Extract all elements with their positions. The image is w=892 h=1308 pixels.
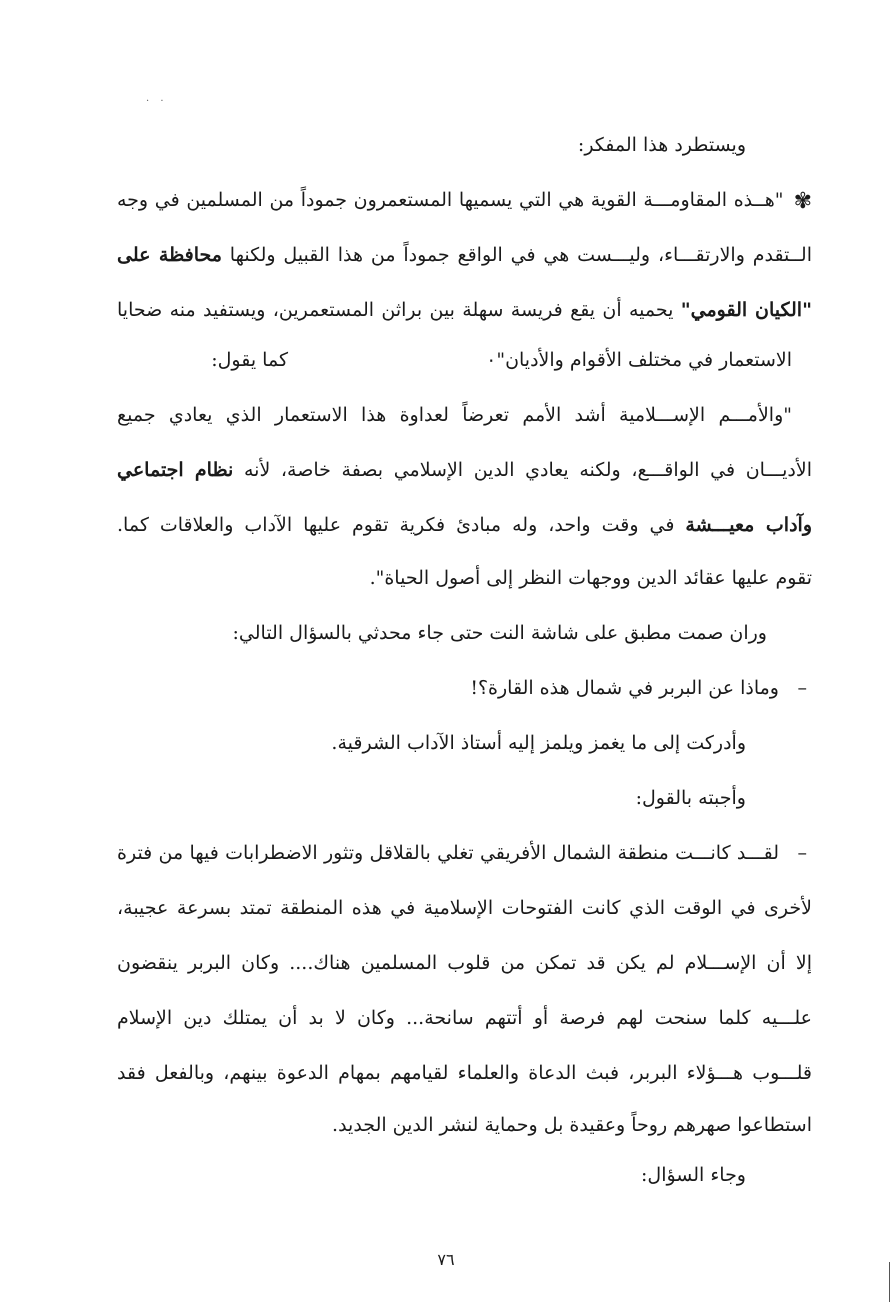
dash-marker: – bbox=[797, 842, 807, 864]
quote2-line-1: "والأمـــم الإســـلامية أشد الأمم تعرضاً لعداوة هذا الاستعمار الذي يعادي جميع bbox=[117, 404, 792, 426]
quote2-bold-2b: نظام اجتماعي bbox=[117, 459, 234, 481]
page-number: ٧٦ bbox=[437, 1250, 455, 1269]
answer-line-4: علـــيه كلما سنحت لهم فرصة أو أتتهم سانحة... وكان لا بد أن يمتلك دين الإسلام bbox=[117, 1007, 812, 1029]
answer-line-5: قلـــوب هـــؤلاء البربر، فبث الدعاة والعلماء لقيامهم بمهام الدعوة بينهم، وبالفعل فقد bbox=[117, 1062, 812, 1084]
quote1-text-3b: يحميه أن يقع فريسة سهلة بين براثن المستعمرين، ويستفيد منه ضحايا bbox=[117, 299, 681, 321]
question-came-line: وجاء السؤال: bbox=[640, 1164, 746, 1186]
quote2-bold-3a: وآداب معيـــشة bbox=[685, 514, 812, 536]
scan-edge-mark bbox=[889, 1262, 890, 1302]
answer-text-1: لقـــد كانـــت منطقة الشمال الأفريقي تغلي بالقلاقل وتثور الاضطرابات فيها من فترة bbox=[117, 842, 779, 864]
question1-text: وماذا عن البربر في شمال هذه القارة؟! bbox=[470, 677, 779, 699]
quote1-line-3 bbox=[117, 295, 812, 325]
quote1-text-1: "هــذه المقاومـــة القوية هي التي يسميها المستعمرون جموداً من المسلمين في وجه bbox=[117, 189, 784, 211]
quote1-text-2a: الــتقدم والارتقـــاء، وليـــست هي في الواقع جموداً من هذا القبيل ولكنها bbox=[221, 244, 812, 266]
quote1-line-1 bbox=[117, 185, 812, 217]
quote1-line-2 bbox=[117, 240, 812, 270]
quote1-bold-3a: "الكيان القومي" bbox=[680, 299, 812, 321]
answered-line: وأجبته بالقول: bbox=[635, 787, 746, 809]
flower-bullet-icon: ✾ bbox=[793, 189, 812, 214]
quote2-text-3b: في وقت واحد، وله مبادئ فكرية تقوم عليها الآداب والعلاقات كما. bbox=[117, 514, 686, 536]
quote1-line-4: الاستعمار في مختلف الأقوام والأديان"٠ bbox=[486, 349, 792, 371]
question1-line bbox=[470, 673, 807, 703]
answer-line-3: إلا أن الإســـلام لم يكن قد تمكن من قلوب المسلمين هناك.... وكان البربر ينقضون bbox=[117, 952, 812, 974]
answer-line-1 bbox=[117, 838, 807, 868]
quote2-line-2 bbox=[117, 455, 812, 485]
quote1-line-4b: كما يقول: bbox=[211, 349, 288, 371]
scan-specks: · · bbox=[146, 96, 168, 107]
intro-line: ويستطرد هذا المفكر: bbox=[577, 134, 746, 156]
answer-line-6: استطاعوا صهرهم روحاً وعقيدة بل وحماية لنشر الدين الجديد. bbox=[332, 1114, 812, 1136]
answer-line-2: لأخرى في الوقت الذي كانت الفتوحات الإسلامية في هذه المنطقة تمتد بسرعة عجيبة، bbox=[117, 897, 812, 919]
quote2-line-4: تقوم عليها عقائد الدين ووجهات النظر إلى أصول الحياة". bbox=[369, 567, 812, 589]
quote1-bold-2b: محافظة على bbox=[117, 244, 222, 266]
quote2-line-3 bbox=[117, 510, 812, 540]
dash-marker: – bbox=[797, 677, 807, 699]
quote2-text-2a: الأديـــان في الواقـــع، ولكنه يعادي الدين الإسلامي بصفة خاصة، لأنه bbox=[233, 459, 812, 481]
realized-line: وأدركت إلى ما يغمز ويلمز إليه أستاذ الآداب الشرقية. bbox=[331, 732, 746, 754]
silence-line: وران صمت مطبق على شاشة النت حتى جاء محدثي بالسؤال التالي: bbox=[232, 622, 767, 644]
